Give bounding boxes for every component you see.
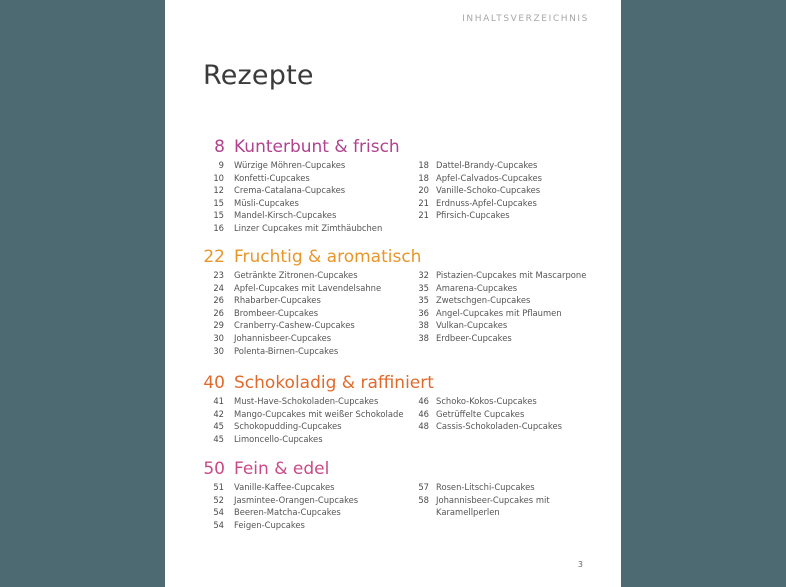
section-page-number: 22: [203, 247, 225, 267]
entry-title: Must-Have-Schokoladen-Cupcakes: [234, 396, 379, 406]
entry-page-number: 48: [418, 421, 429, 432]
entry-title: Pistazien-Cupcakes mit Mascarpone: [436, 270, 587, 280]
entry-title: Müsli-Cupcakes: [234, 197, 299, 208]
entry-title: Erdbeer-Cupcakes: [436, 332, 512, 343]
entry-page-number: 18: [418, 160, 429, 170]
entry-page-number: 26: [213, 295, 224, 306]
entry-title: Getränkte Zitronen-Cupcakes: [234, 270, 358, 280]
entry-page-number: 12: [213, 185, 224, 196]
entry-title: Vulkan-Cupcakes: [436, 320, 508, 331]
entry-page-number: 57: [418, 482, 429, 492]
section-page-number: 8: [214, 137, 225, 157]
entry-title: Würzige Möhren-Cupcakes: [234, 160, 346, 170]
entry-title: Mango-Cupcakes mit weißer Schokolade: [234, 408, 404, 419]
section-header: [165, 246, 621, 268]
entry-page-number: 46: [418, 396, 429, 406]
entry-page-number: 10: [213, 172, 224, 183]
entry-title: Schoko-Kokos-Cupcakes: [436, 396, 537, 406]
entry-title: Polenta-Birnen-Cupcakes: [234, 345, 339, 356]
entry-title: Limoncello-Cupcakes: [234, 433, 323, 444]
entry-title: Angel-Cupcakes mit Pflaumen: [436, 307, 562, 318]
entry-title: Amarena-Cupcakes: [436, 282, 518, 293]
entry-page-number: 54: [213, 519, 224, 530]
entry-title: Johannisbeer-Cupcakes mit: [436, 494, 550, 505]
entry-title: Cassis-Schokoladen-Cupcakes: [436, 421, 562, 432]
book-page: [165, 0, 621, 587]
entry-page-number: 9: [218, 160, 224, 170]
entry-page-number: 15: [213, 197, 224, 208]
entry-title: Pfirsich-Cupcakes: [436, 210, 510, 221]
section-title: Fruchtig & aromatisch: [234, 247, 422, 267]
section-title: Fein & edel: [234, 459, 330, 479]
entry-title: Erdnuss-Apfel-Cupcakes: [436, 197, 537, 208]
section-header: [165, 136, 621, 158]
toc-section: [165, 458, 621, 530]
entry-page-number: 18: [418, 172, 429, 183]
entry-page-number: 21: [418, 210, 429, 221]
entry-page-number: 41: [213, 396, 224, 406]
entry-page-number: 38: [418, 332, 429, 343]
entry-page-number: 45: [213, 421, 224, 432]
entry-page-number: 42: [213, 408, 224, 419]
entry-page-number: 15: [213, 210, 224, 221]
section-header: [165, 458, 621, 480]
entry-title: Konfetti-Cupcakes: [234, 172, 310, 183]
entry-title: Schokopudding-Cupcakes: [234, 421, 342, 432]
entry-page-number: 20: [418, 185, 429, 196]
toc-section: [165, 136, 621, 233]
section-title: Schokoladig & raffiniert: [234, 373, 434, 393]
entry-title: Crema-Catalana-Cupcakes: [234, 185, 346, 196]
entry-title: Beeren-Matcha-Cupcakes: [234, 507, 341, 518]
entry-page-number: 16: [213, 222, 224, 233]
entry-page-number: 35: [418, 295, 429, 306]
running-header: INHALTSVERZEICHNIS: [462, 14, 589, 24]
entry-title: Rosen-Litschi-Cupcakes: [436, 482, 535, 492]
section-page-number: 50: [203, 459, 225, 479]
entry-page-number: 30: [213, 345, 224, 356]
entry-title: Cranberry-Cashew-Cupcakes: [234, 320, 355, 331]
entry-page-number: 45: [213, 433, 224, 444]
entry-title: Mandel-Kirsch-Cupcakes: [234, 210, 337, 221]
entry-title: Karamellperlen: [436, 507, 500, 518]
entry-title: Vanille-Kaffee-Cupcakes: [234, 482, 335, 492]
page-title: Rezepte: [203, 60, 314, 91]
entry-title: Zwetschgen-Cupcakes: [436, 295, 531, 306]
section-header: [165, 372, 621, 394]
entry-title: Dattel-Brandy-Cupcakes: [436, 160, 538, 170]
entry-title: Feigen-Cupcakes: [234, 519, 305, 530]
entry-page-number: 32: [418, 270, 429, 280]
entry-page-number: 51: [213, 482, 224, 492]
entry-page-number: 58: [418, 494, 429, 505]
page-number: 3: [577, 560, 583, 569]
section-title: Kunterbunt & frisch: [234, 137, 400, 157]
entry-title: Getrüffelte Cupcakes: [436, 408, 525, 419]
entry-page-number: 38: [418, 320, 429, 331]
entry-title: Rhabarber-Cupcakes: [234, 295, 321, 306]
entry-title: Vanille-Schoko-Cupcakes: [436, 185, 541, 196]
entry-page-number: 21: [418, 197, 429, 208]
entry-title: Apfel-Cupcakes mit Lavendelsahne: [234, 282, 382, 293]
section-page-number: 40: [203, 373, 225, 393]
entry-title: Linzer Cupcakes mit Zimthäubchen: [234, 222, 383, 233]
entry-title: Brombeer-Cupcakes: [234, 307, 319, 318]
entry-page-number: 35: [418, 282, 429, 293]
toc-section: [165, 246, 621, 356]
entry-title: Apfel-Calvados-Cupcakes: [436, 172, 542, 183]
entry-title: Johannisbeer-Cupcakes: [234, 332, 332, 343]
entry-page-number: 29: [213, 320, 224, 331]
entry-page-number: 36: [418, 307, 429, 318]
entry-page-number: 26: [213, 307, 224, 318]
entry-page-number: 52: [213, 494, 224, 505]
entry-title: Jasmintee-Orangen-Cupcakes: [234, 494, 359, 505]
entry-page-number: 24: [213, 282, 224, 293]
entry-page-number: 30: [213, 332, 224, 343]
entry-page-number: 23: [213, 270, 224, 280]
toc-section: [165, 372, 621, 444]
entry-page-number: 54: [213, 507, 224, 518]
entry-page-number: 46: [418, 408, 429, 419]
